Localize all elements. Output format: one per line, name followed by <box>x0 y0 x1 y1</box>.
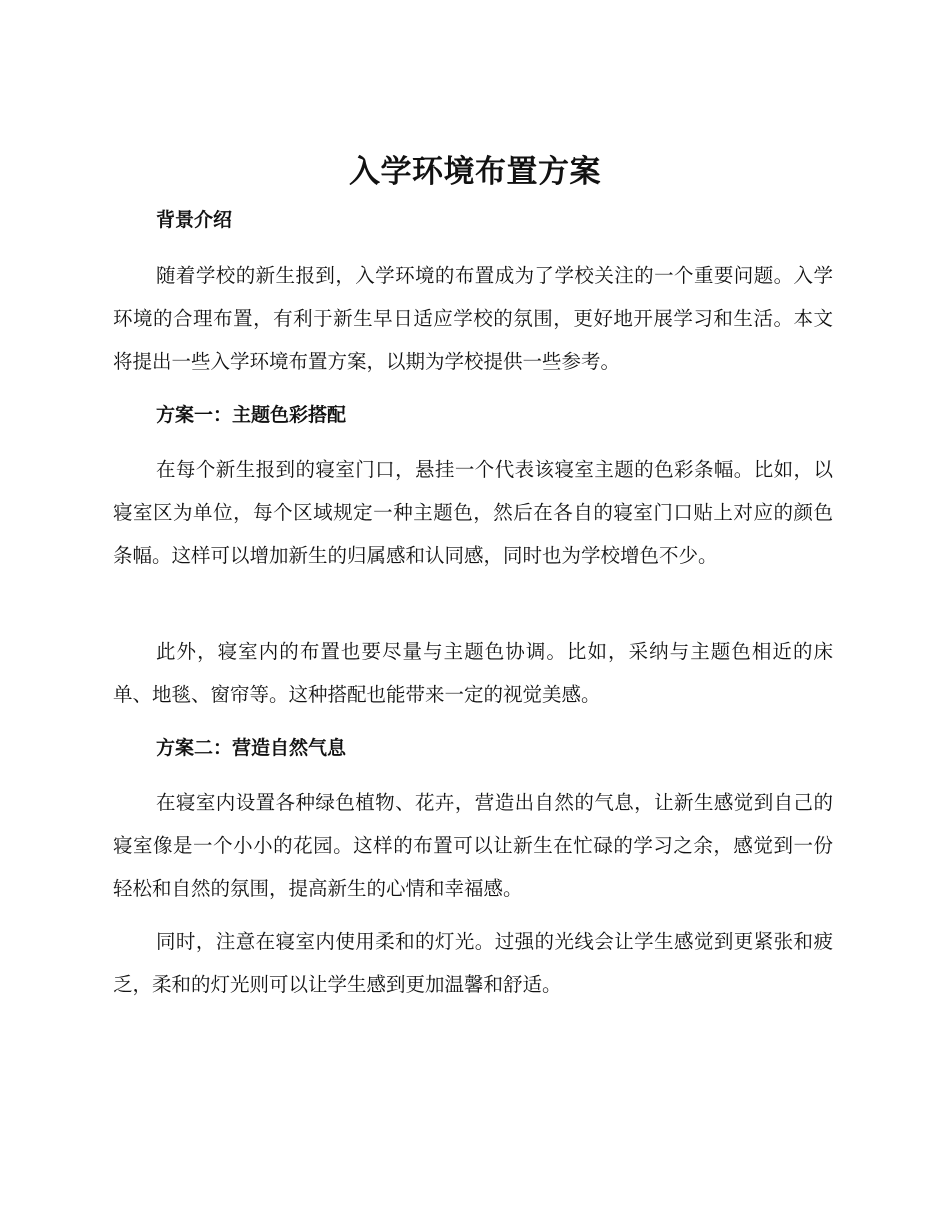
section-heading-background: 背景介绍 <box>156 209 233 231</box>
paragraph-plan-two-1: 在寝室内设置各种绿色植物、花卉，营造出自然的气息，让新生感觉到自己的寝室像是一个小小的花园。这样的布置可以让新生在忙碌的学习之余，感觉到一份轻松和自然的氛围，提高新生的心情和幸福感。 <box>113 791 833 900</box>
section-heading-plan-two: 方案二：营造自然气息 <box>156 737 347 759</box>
paragraph-plan-one-2: 此外，寝室内的布置也要尽量与主题色协调。比如，采纳与主题色相近的床单、地毯、窗帘等。这种搭配也能带来一定的视觉美感。 <box>113 640 833 706</box>
paragraph-background: 随着学校的新生报到，入学环境的布置成为了学校关注的一个重要问题。入学环境的合理布置，有利于新生早日适应学校的氛围，更好地开展学习和生活。本文将提出一些入学环境布置方案，以期为学校提供一些参考。 <box>113 264 833 373</box>
section-heading-plan-one: 方案一：主题色彩搭配 <box>156 404 347 426</box>
document-title: 入学环境布置方案 <box>349 154 601 190</box>
paragraph-plan-two-2: 同时，注意在寝室内使用柔和的灯光。过强的光线会让学生感觉到更紧张和疲乏，柔和的灯光则可以让学生感到更加温馨和舒适。 <box>113 930 833 996</box>
paragraph-plan-one-1: 在每个新生报到的寝室门口，悬挂一个代表该寝室主题的色彩条幅。比如，以寝室区为单位，每个区域规定一种主题色，然后在各自的寝室门口贴上对应的颜色条幅。这样可以增加新生的归属感和认同感，同时也为学校增色不少。 <box>113 458 833 567</box>
